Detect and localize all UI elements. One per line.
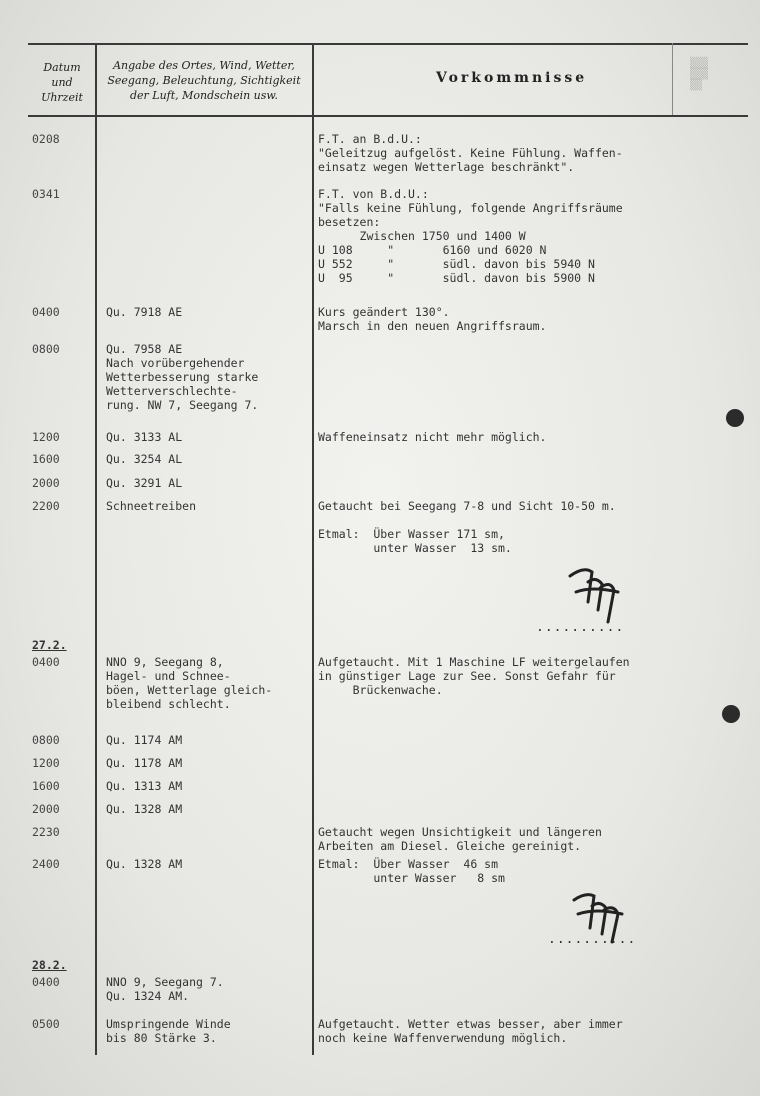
entry-event-line: U 552 " südl. davon bis 5940 N <box>318 257 595 271</box>
entry-place-line: Umspringende Winde <box>106 1017 231 1031</box>
entry-event-line: Kurs geändert 130°. <box>318 305 450 319</box>
header-date-time: Datum und Uhrzeit <box>41 61 83 104</box>
entry-place-line: Qu. 1313 AM <box>106 779 183 793</box>
entry-place-line: Schneetreiben <box>106 499 197 513</box>
column-divider-3 <box>672 43 673 115</box>
bleed-through: ▒▒▒ ▒▒▒ ▒▒ <box>690 58 709 91</box>
entry-place-line: Qu. 7918 AE <box>106 305 183 319</box>
entry-event-line: F.T. von B.d.U.: <box>318 187 429 201</box>
entry-time: 2000 <box>32 476 60 490</box>
column-divider-2 <box>312 43 314 1055</box>
entry-event-line: Brückenwache. <box>318 683 443 697</box>
entry-place-line: Qu. 3254 AL <box>106 452 183 466</box>
entry-time: 0500 <box>32 1017 60 1031</box>
entry-time: 2200 <box>32 499 60 513</box>
entry-place-line: NNO 9, Seegang 8, <box>106 655 224 669</box>
entry-place-line: Wetterverschlechte- <box>106 384 238 398</box>
entry-place-line: böen, Wetterlage gleich- <box>106 683 273 697</box>
entry-event-line: Arbeiten am Diesel. Gleiche gereinigt. <box>318 839 582 853</box>
entry-time: 2400 <box>32 857 60 871</box>
entry-time: 1200 <box>32 756 60 770</box>
punch-hole-top <box>726 409 744 427</box>
entry-event-line: Waffeneinsatz nicht mehr möglich. <box>318 430 547 444</box>
entry-date: 28.2. <box>32 958 67 972</box>
entry-event-line: einsatz wegen Wetterlage beschränkt". <box>318 160 575 174</box>
entry-event-line: Aufgetaucht. Mit 1 Maschine LF weitergelaufen <box>318 655 630 669</box>
entry-time: 0800 <box>32 342 60 356</box>
entry-place-line: rung. NW 7, Seegang 7. <box>106 398 259 412</box>
entry-event-line: Zwischen 1750 und 1400 W <box>318 229 526 243</box>
entry-event-line: Getaucht bei Seegang 7-8 und Sicht 10-50 m. <box>318 499 616 513</box>
entry-event-line: unter Wasser 8 sm <box>318 871 505 885</box>
entry-event-line: unter Wasser 13 sm. <box>318 541 512 555</box>
entry-event-line: Aufgetaucht. Wetter etwas besser, aber immer <box>318 1017 623 1031</box>
entry-event-line: Etmal: Über Wasser 171 sm, <box>318 527 505 541</box>
entry-time: 0341 <box>32 187 60 201</box>
entry-place-line: Qu. 3291 AL <box>106 476 183 490</box>
entry-place-line: bleibend schlecht. <box>106 697 231 711</box>
entry-time: 0400 <box>32 655 60 669</box>
top-rule <box>28 43 748 45</box>
entry-event-line: U 108 " 6160 und 6020 N <box>318 243 547 257</box>
entry-event-line: U 95 " südl. davon bis 5900 N <box>318 271 595 285</box>
entry-time: 1600 <box>32 779 60 793</box>
entry-place-line: bis 80 Stärke 3. <box>106 1031 217 1045</box>
entry-event-line: besetzen: <box>318 215 381 229</box>
entry-event-line: "Geleitzug aufgelöst. Keine Fühlung. Waffen- <box>318 146 623 160</box>
entry-event-line: noch keine Waffenverwendung möglich. <box>318 1031 568 1045</box>
entry-time: 2230 <box>32 825 60 839</box>
entry-place-line: Qu. 1328 AM <box>106 857 183 871</box>
entry-time: 0800 <box>32 733 60 747</box>
entry-event-line: Marsch in den neuen Angriffsraum. <box>318 319 547 333</box>
entry-time: 2000 <box>32 802 60 816</box>
entry-event-line: in günstiger Lage zur See. Sonst Gefahr für <box>318 669 616 683</box>
entry-place-line: NNO 9, Seegang 7. <box>106 975 224 989</box>
signature-1-dots: .......... <box>536 620 625 635</box>
entry-place-line: Qu. 3133 AL <box>106 430 183 444</box>
header-location-weather: Angabe des Ortes, Wind, Wetter, Seegang, Beleuchtung, Sichtigkeit der Luft, Mondschein usw. <box>107 59 301 102</box>
entry-time: 1200 <box>32 430 60 444</box>
entry-place-line: Qu. 7958 AE <box>106 342 183 356</box>
entry-place-line: Nach vorübergehender <box>106 356 245 370</box>
punch-hole-bottom <box>722 705 740 723</box>
entry-event-line: F.T. an B.d.U.: <box>318 132 422 146</box>
entry-time: 1600 <box>32 452 60 466</box>
entry-place-line: Wetterbesserung starke <box>106 370 259 384</box>
signature-2-dots: .......... <box>548 932 637 947</box>
entry-time: 0208 <box>32 132 60 146</box>
header-bottom-rule <box>28 115 748 117</box>
column-divider-1 <box>95 43 97 1055</box>
entry-event-line: Etmal: Über Wasser 46 sm <box>318 857 499 871</box>
entry-place-line: Qu. 1174 AM <box>106 733 183 747</box>
entry-date: 27.2. <box>32 638 67 652</box>
entry-event-line: "Falls keine Fühlung, folgende Angriffsräume <box>318 201 623 215</box>
entry-place-line: Qu. 1324 AM. <box>106 989 190 1003</box>
entry-place-line: Qu. 1178 AM <box>106 756 183 770</box>
entry-event-line: Getaucht wegen Unsichtigkeit und längeren <box>318 825 602 839</box>
header-events: Vorkommnisse <box>436 70 588 86</box>
entry-time: 0400 <box>32 305 60 319</box>
entry-place-line: Qu. 1328 AM <box>106 802 183 816</box>
entry-place-line: Hagel- und Schnee- <box>106 669 231 683</box>
entry-time: 0400 <box>32 975 60 989</box>
